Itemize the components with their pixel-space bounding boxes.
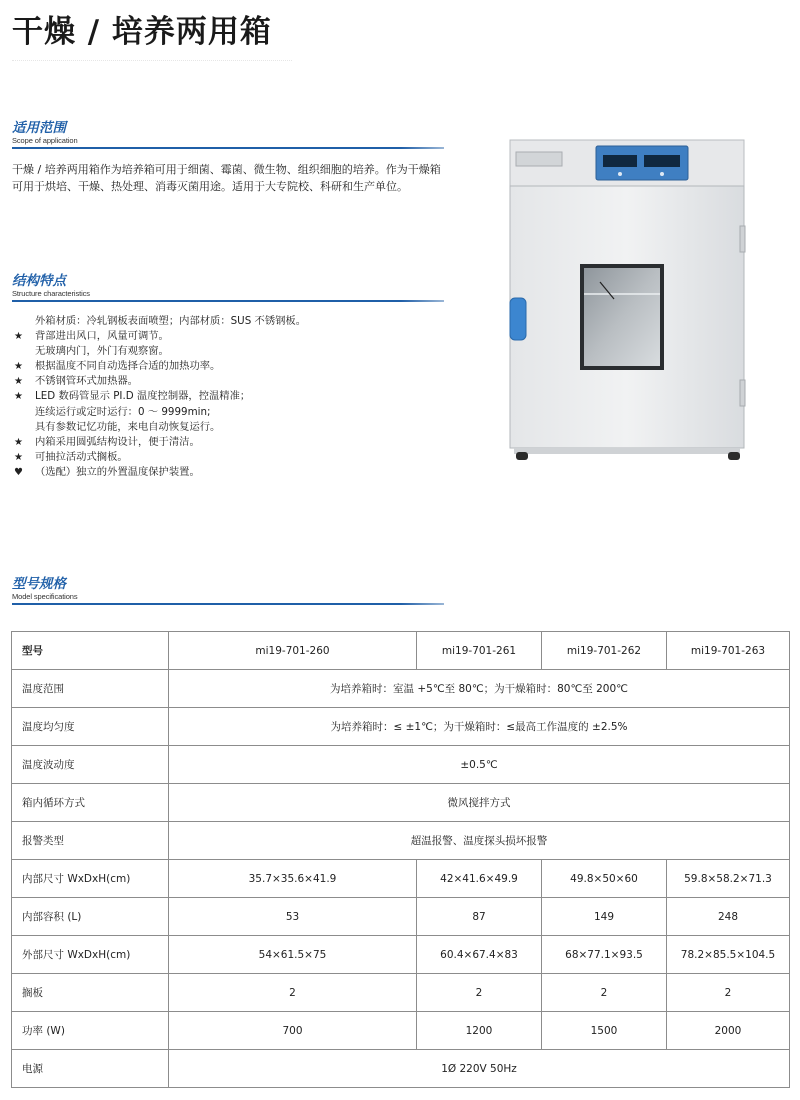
oven-right-hinge — [740, 226, 745, 252]
specs-table — [11, 631, 790, 1088]
row-value: 2 — [417, 974, 542, 1012]
row-value: 700 — [169, 1012, 417, 1050]
structure-heading-en: Structure characteristics — [12, 289, 90, 298]
row-value: 2000 — [667, 1012, 790, 1050]
feature-item — [12, 405, 452, 420]
row-value: ±0.5℃ — [169, 746, 790, 784]
star-icon: ★ — [14, 391, 23, 403]
scope-heading-cn: 适用范围 — [12, 120, 66, 136]
table-header-row — [12, 632, 790, 670]
scope-text: 干燥 / 培养两用箱作为培养箱可用于细菌、霉菌、微生物、组织细胞的培养。作为干燥箱可用于烘培、干燥、热处理、消毒灭菌用途。适用于大专院校、科研和生产单位。 — [12, 163, 441, 193]
feature-item — [12, 374, 452, 389]
feature-marker — [12, 420, 35, 435]
feature-list — [12, 314, 452, 480]
feature-item — [12, 359, 452, 374]
row-value: 为培养箱时：≤ ±1℃；为干燥箱时：≤最高工作温度的 ±2.5% — [169, 708, 790, 746]
table-row — [12, 860, 790, 898]
feature-item — [12, 450, 452, 465]
row-value: 54×61.5×75 — [169, 936, 417, 974]
feature-text: LED 数码管显示 PI.D 温度控制器，控温精准； — [35, 390, 251, 403]
row-value: 248 — [667, 898, 790, 936]
table-row — [12, 822, 790, 860]
feature-text: 内箱采用圆弧结构设计，便于清洁。 — [35, 435, 200, 448]
row-label: 箱内循环方式 — [12, 784, 169, 822]
star-icon: ★ — [14, 436, 23, 448]
row-value: 为培养箱时：室温 +5℃至 80℃；为干燥箱时：80℃至 200℃ — [169, 670, 790, 708]
table-row — [12, 974, 790, 1012]
specs-heading-cn: 型号规格 — [12, 576, 66, 592]
row-value: 49.8×50×60 — [542, 860, 667, 898]
row-label: 外部尺寸 WxDxH(cm) — [12, 936, 169, 974]
oven-base — [514, 448, 740, 454]
scope-heading-rule — [12, 147, 444, 149]
row-label: 功率 (W) — [12, 1012, 169, 1050]
row-value: 59.8×58.2×71.3 — [667, 860, 790, 898]
oven-button — [618, 172, 622, 176]
row-label: 温度范围 — [12, 670, 169, 708]
feature-text: 根据温度不同自动选择合适的加热功率。 — [35, 360, 221, 373]
table-row — [12, 746, 790, 784]
model-cell: mi19-701-261 — [417, 632, 542, 670]
row-value: 1200 — [417, 1012, 542, 1050]
row-value: 微风搅拌方式 — [169, 784, 790, 822]
oven-nameplate — [516, 152, 562, 166]
row-value: 35.7×35.6×41.9 — [169, 860, 417, 898]
row-value: 2 — [169, 974, 417, 1012]
row-value: 1500 — [542, 1012, 667, 1050]
scope-heading — [12, 120, 78, 145]
feature-item — [12, 389, 452, 404]
table-row — [12, 708, 790, 746]
row-label: 内部容积 (L) — [12, 898, 169, 936]
table-row — [12, 784, 790, 822]
feature-item — [12, 329, 452, 344]
structure-heading-rule — [12, 300, 444, 302]
oven-button — [660, 172, 664, 176]
table-row — [12, 936, 790, 974]
row-value: 149 — [542, 898, 667, 936]
model-cell: mi19-701-262 — [542, 632, 667, 670]
oven-foot — [728, 452, 740, 460]
row-label: 电源 — [12, 1050, 169, 1088]
row-label: 搁板 — [12, 974, 169, 1012]
feature-text: 不锈钢管环式加热器。 — [35, 375, 138, 388]
feature-text: 具有参数记忆功能，来电自动恢复运行。 — [35, 420, 221, 433]
row-value: 2 — [667, 974, 790, 1012]
structure-heading-cn: 结构特点 — [12, 273, 66, 289]
specs-heading-en: Model specifications — [12, 592, 78, 601]
row-value: 超温报警、温度探头损坏报警 — [169, 822, 790, 860]
feature-marker — [12, 314, 35, 329]
feature-item — [12, 465, 452, 480]
star-icon: ★ — [14, 376, 23, 388]
page-title: 干燥 / 培养两用箱 — [12, 14, 272, 50]
feature-marker — [12, 405, 35, 420]
feature-marker — [12, 344, 35, 359]
scope-heading-en: Scope of application — [12, 136, 78, 145]
table-row — [12, 1050, 790, 1088]
structure-heading — [12, 273, 90, 298]
oven-display-left — [603, 155, 637, 167]
row-value: 1Ø 220V 50Hz — [169, 1050, 790, 1088]
row-value: 87 — [417, 898, 542, 936]
feature-item — [12, 344, 452, 359]
feature-item — [12, 314, 452, 329]
model-cell: mi19-701-260 — [169, 632, 417, 670]
row-value: 53 — [169, 898, 417, 936]
star-icon: ★ — [14, 361, 23, 373]
oven-foot — [516, 452, 528, 460]
model-cell: mi19-701-263 — [667, 632, 790, 670]
heart-icon: ♥ — [14, 466, 23, 478]
star-icon: ★ — [14, 451, 23, 463]
table-row — [12, 898, 790, 936]
star-icon: ★ — [14, 331, 23, 343]
feature-text: 无玻璃内门，外门有观察窗。 — [35, 345, 169, 358]
specs-heading — [12, 576, 78, 601]
feature-item — [12, 435, 452, 450]
row-label: 报警类型 — [12, 822, 169, 860]
oven-display-right — [644, 155, 680, 167]
row-value: 60.4×67.4×83 — [417, 936, 542, 974]
feature-text: 外箱材质：冷轧钢板表面喷塑；内部材质：SUS 不锈钢板。 — [35, 315, 307, 327]
decorative-divider — [12, 60, 292, 71]
oven-window — [584, 268, 660, 366]
oven-product-image — [504, 134, 752, 462]
row-value: 68×77.1×93.5 — [542, 936, 667, 974]
header-label: 型号 — [12, 632, 169, 670]
table-row — [12, 1012, 790, 1050]
specs-heading-rule — [12, 603, 444, 605]
row-value: 78.2×85.5×104.5 — [667, 936, 790, 974]
row-value: 2 — [542, 974, 667, 1012]
feature-text: 背部进出风口，风量可调节。 — [35, 330, 169, 343]
feature-item — [12, 420, 452, 435]
row-label: 温度波动度 — [12, 746, 169, 784]
feature-text: 可抽拉活动式搁板。 — [35, 450, 128, 463]
feature-text: 连续运行或定时运行：0 ～ 9999min; — [35, 405, 211, 418]
feature-text: （选配）独立的外置温度保护装置。 — [35, 465, 200, 478]
row-value: 42×41.6×49.9 — [417, 860, 542, 898]
table-row — [12, 670, 790, 708]
oven-handle — [510, 298, 526, 340]
row-label: 温度均匀度 — [12, 708, 169, 746]
row-label: 内部尺寸 WxDxH(cm) — [12, 860, 169, 898]
oven-right-hinge — [740, 380, 745, 406]
